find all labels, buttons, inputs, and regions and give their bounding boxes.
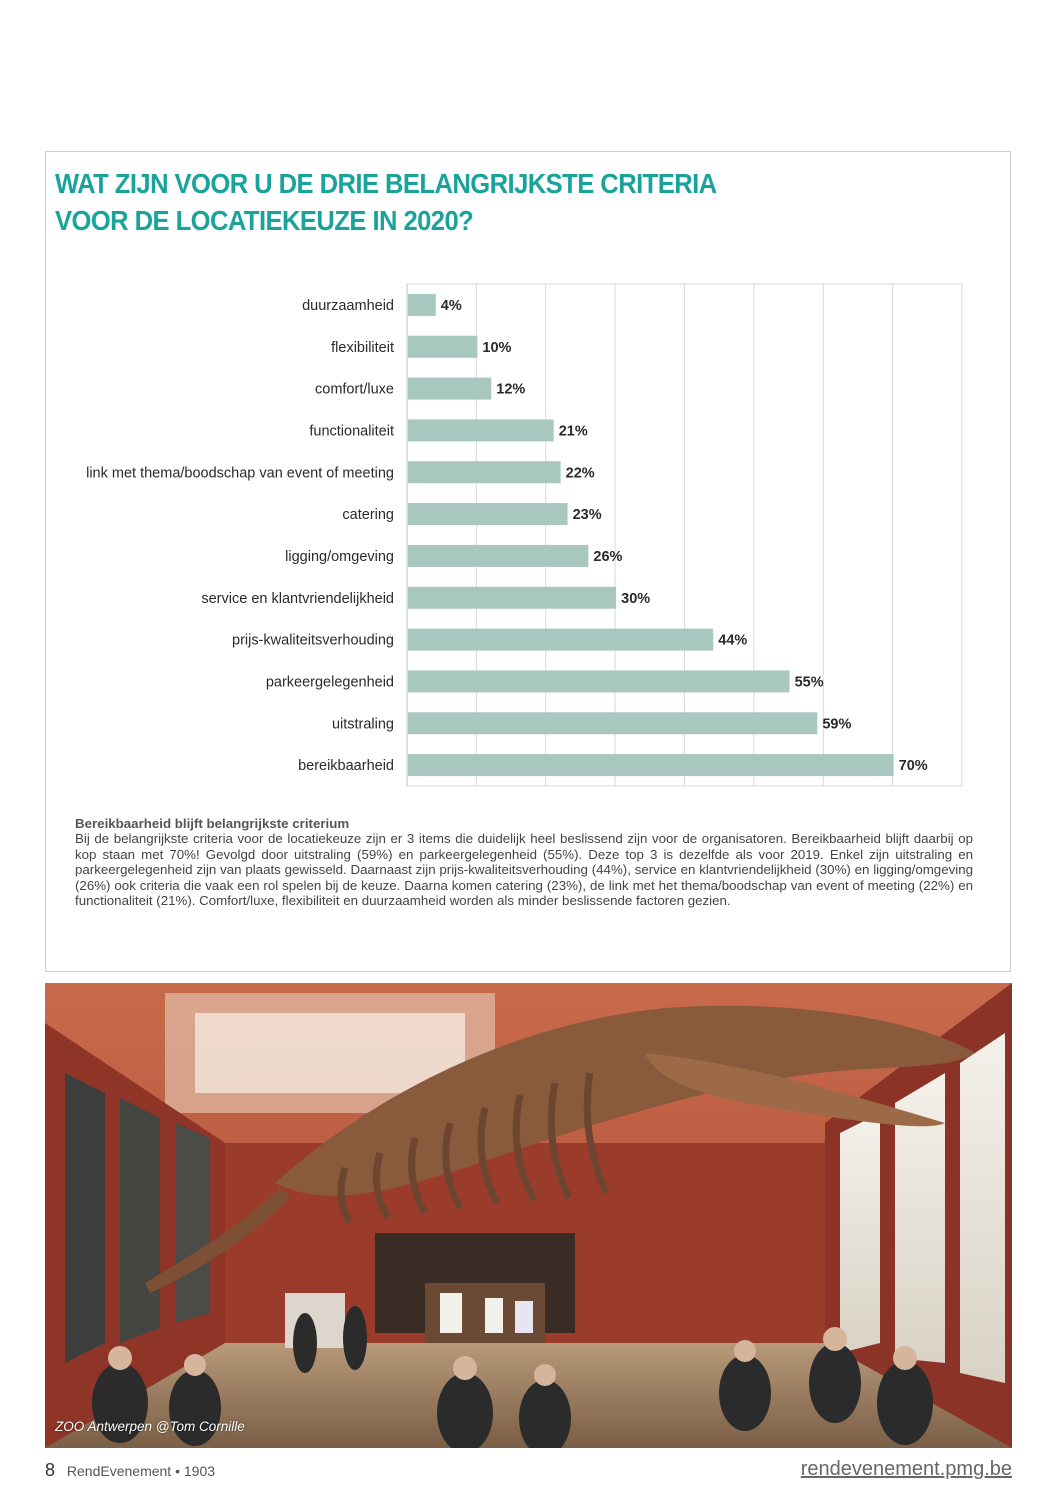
bar bbox=[408, 712, 817, 734]
bar bbox=[408, 629, 713, 651]
page-number: 8 bbox=[45, 1460, 56, 1480]
data-label: 59% bbox=[822, 716, 852, 733]
category-label: ligging/omgeving bbox=[285, 548, 394, 565]
category-label: link met thema/boodschap van event of meeting bbox=[86, 465, 394, 482]
bar bbox=[408, 670, 790, 692]
category-label: bereikbaarheid bbox=[298, 758, 394, 775]
category-label: service en klantvriendelijkheid bbox=[201, 590, 394, 607]
data-label: 26% bbox=[593, 548, 623, 565]
data-label: 23% bbox=[572, 507, 602, 524]
bar bbox=[408, 503, 568, 525]
data-label: 70% bbox=[898, 758, 928, 775]
headline-line-2: VOOR DE LOCATIEKEUZE IN 2020? bbox=[55, 205, 474, 236]
category-label: prijs-kwaliteitsverhouding bbox=[232, 632, 394, 649]
footer-url-link[interactable]: rendevenement.pmg.be bbox=[800, 1458, 1012, 1480]
data-label: 4% bbox=[440, 297, 462, 314]
data-label: 21% bbox=[558, 423, 588, 440]
bar bbox=[408, 545, 588, 567]
footer-publication bbox=[45, 1460, 215, 1481]
photo-caption: ZOO Antwerpen @Tom Cornille bbox=[55, 1419, 245, 1434]
bar bbox=[408, 294, 436, 316]
headline-line-1: WAT ZIJN VOOR U DE DRIE BELANGRIJKSTE CRITERIA bbox=[55, 168, 717, 199]
article-body: Bij de belangrijkste criteria voor de locatiekeuze zijn er 3 items die duidelijk heel beslissend zijn voor de organisatoren. Bereikbaarheid blijft daarbij op kop staan met 70%! Gevolgd door uitstraling (59%) en parkeergelegenheid (55%). Deze top 3 is dezelfde als voor 2019. Enkel zijn uitstraling en parkeergelegenheid zijn van plaats gewisseld. Daarnaast zijn prijs-kwaliteitsverhouding (44%), service en klantvriendelijkheid (30%) en ligging/omgeving (26%) ook criteria die vaak een rol spelen bij de keuze. Daarna komen catering (23%), de link met het thema/boodschap van event of meeting (22%) en functionaliteit (21%). Comfort/luxe, flexibiliteit en duurzaamheid worden als minder beslissende factoren gezien. bbox=[75, 831, 973, 909]
bar bbox=[408, 587, 616, 609]
article-heading: Bereikbaarheid blijft belangrijkste criterium bbox=[75, 816, 350, 831]
category-label: functionaliteit bbox=[309, 423, 394, 440]
bar bbox=[408, 336, 477, 358]
museum-hall-illustration bbox=[45, 983, 1012, 1448]
data-label: 12% bbox=[496, 381, 526, 398]
data-label: 22% bbox=[565, 465, 595, 482]
category-label: comfort/luxe bbox=[315, 381, 394, 398]
category-label: catering bbox=[342, 507, 394, 524]
data-label: 55% bbox=[794, 674, 824, 691]
article-text bbox=[75, 816, 973, 908]
category-label: flexibiliteit bbox=[331, 339, 394, 356]
bar bbox=[408, 378, 491, 400]
category-label: duurzaamheid bbox=[302, 297, 394, 314]
data-label: 10% bbox=[482, 339, 512, 356]
publication-name: RendEvenement • 1903 bbox=[66, 1463, 216, 1479]
category-label: parkeergelegenheid bbox=[265, 674, 394, 691]
category-label: uitstraling bbox=[331, 716, 394, 733]
data-label: 44% bbox=[718, 632, 748, 649]
event-photo bbox=[45, 983, 1012, 1448]
bar bbox=[408, 419, 554, 441]
bar bbox=[408, 754, 894, 776]
data-label: 30% bbox=[621, 590, 651, 607]
bar bbox=[408, 461, 561, 483]
